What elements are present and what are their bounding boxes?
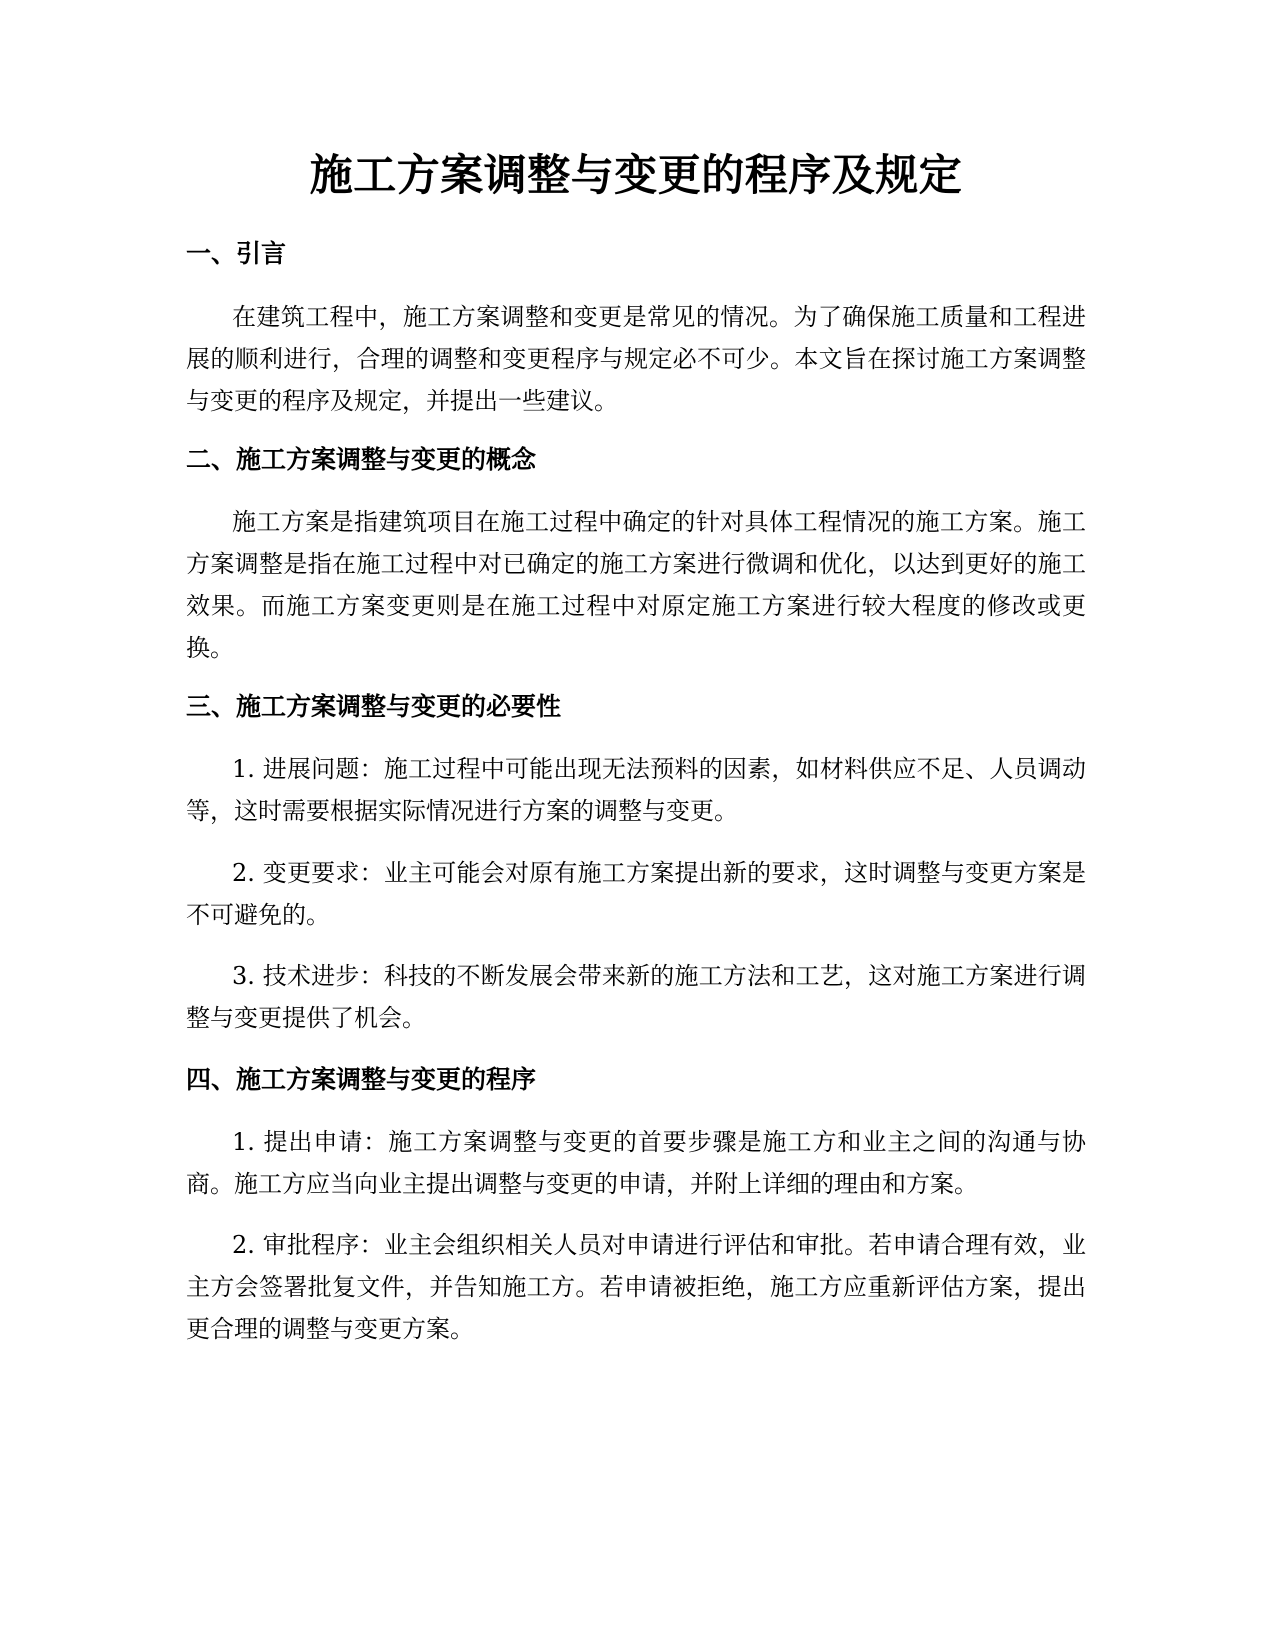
paragraph-necessity-item-2: 2. 变更要求：业主可能会对原有施工方案提出新的要求，这时调整与变更方案是不可避免的。: [186, 859, 1086, 929]
section-heading-procedure: 四、施工方案调整与变更的程序: [186, 1065, 537, 1094]
document-page: [186, 0, 1086, 1650]
paragraph-procedure-item-1: 1. 提出申请：施工方案调整与变更的首要步骤是施工方和业主之间的沟通与协商。施工方应当向业主提出调整与变更的申请，并附上详细的理由和方案。: [186, 1128, 1086, 1198]
paragraph-necessity-item-1: 1. 进展问题：施工过程中可能出现无法预料的因素，如材料供应不足、人员调动等，这时需要根据实际情况进行方案的调整与变更。: [186, 755, 1086, 825]
section-heading-introduction: 一、引言: [186, 239, 287, 268]
paragraph-concept: 施工方案是指建筑项目在施工过程中确定的针对具体工程情况的施工方案。施工方案调整是指在施工过程中对已确定的施工方案进行微调和优化，以达到更好的施工效果。而施工方案变更则是在施工过程中对原定施工方案进行较大程度的修改或更换。: [186, 508, 1086, 662]
paragraph-necessity-item-3: 3. 技术进步：科技的不断发展会带来新的施工方法和工艺，这对施工方案进行调整与变更提供了机会。: [186, 962, 1086, 1032]
paragraph-procedure-item-2: 2. 审批程序：业主会组织相关人员对申请进行评估和审批。若申请合理有效，业主方会签署批复文件，并告知施工方。若申请被拒绝，施工方应重新评估方案，提出更合理的调整与变更方案。: [186, 1231, 1086, 1343]
section-heading-necessity: 三、施工方案调整与变更的必要性: [186, 692, 562, 721]
section-heading-concept: 二、施工方案调整与变更的概念: [186, 445, 537, 474]
document-title: 施工方案调整与变更的程序及规定: [309, 151, 963, 201]
paragraph-introduction: 在建筑工程中，施工方案调整和变更是常见的情况。为了确保施工质量和工程进展的顺利进行，合理的调整和变更程序与规定必不可少。本文旨在探讨施工方案调整与变更的程序及规定，并提出一些建议。: [186, 303, 1086, 415]
